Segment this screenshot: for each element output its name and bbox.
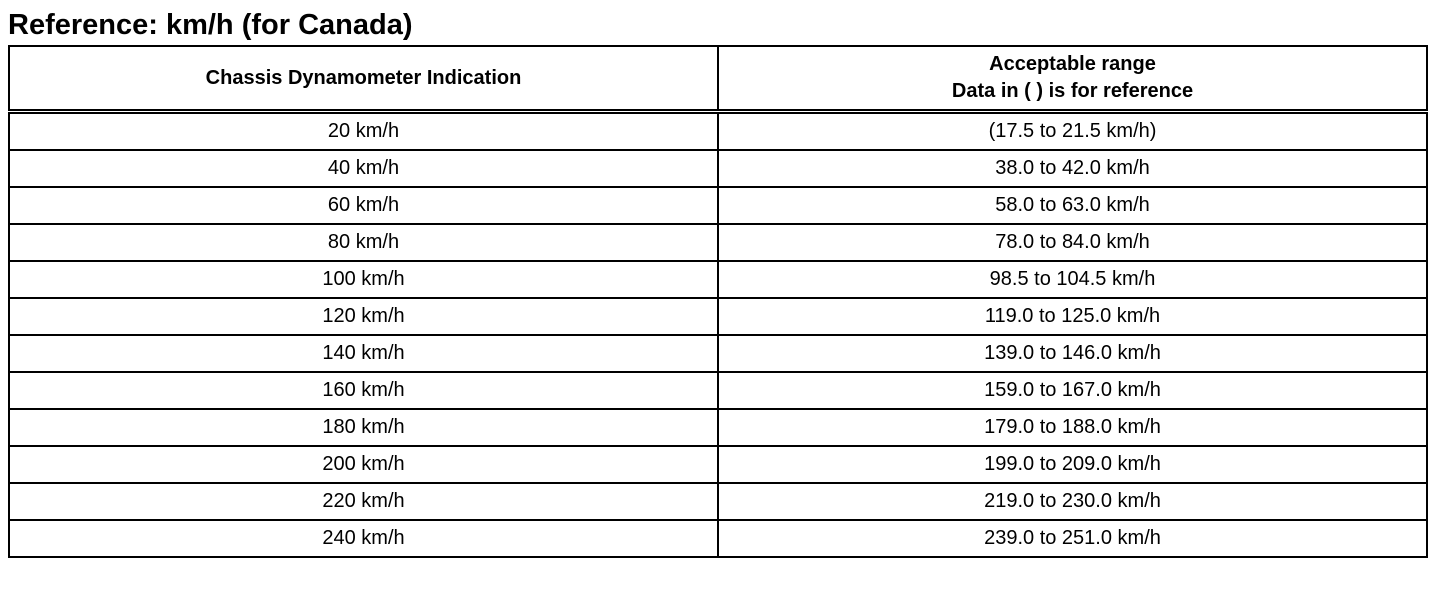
- table-row: [9, 372, 1427, 409]
- table-row: [9, 520, 1427, 557]
- header-dynamometer-indication: Chassis Dynamometer Indication: [9, 46, 718, 112]
- table-row: [9, 112, 1427, 151]
- range-cell: 199.0 to 209.0 km/h: [718, 446, 1427, 483]
- range-cell: 159.0 to 167.0 km/h: [718, 372, 1427, 409]
- indication-cell: 80 km/h: [9, 224, 718, 261]
- indication-cell: 160 km/h: [9, 372, 718, 409]
- range-cell: 78.0 to 84.0 km/h: [718, 224, 1427, 261]
- range-cell: 179.0 to 188.0 km/h: [718, 409, 1427, 446]
- header-acceptable-range-line2: Data in ( ) is for reference: [951, 80, 1194, 102]
- indication-cell: 220 km/h: [9, 483, 718, 520]
- table-row: [9, 483, 1427, 520]
- header-acceptable-range-line1: Acceptable range: [989, 53, 1156, 75]
- indication-cell: 20 km/h: [9, 112, 718, 151]
- indication-cell: 120 km/h: [9, 298, 718, 335]
- range-cell: 38.0 to 42.0 km/h: [718, 150, 1427, 187]
- table-row: [9, 446, 1427, 483]
- header-acceptable-range: [718, 46, 1427, 112]
- table-row: [9, 298, 1427, 335]
- page-title: Reference: km/h (for Canada): [8, 9, 413, 41]
- table-row: [9, 335, 1427, 372]
- range-cell: 219.0 to 230.0 km/h: [718, 483, 1427, 520]
- indication-cell: 40 km/h: [9, 150, 718, 187]
- indication-cell: 200 km/h: [9, 446, 718, 483]
- table-row: [9, 224, 1427, 261]
- range-cell: 58.0 to 63.0 km/h: [718, 187, 1427, 224]
- range-cell: 239.0 to 251.0 km/h: [718, 520, 1427, 557]
- range-cell: 98.5 to 104.5 km/h: [718, 261, 1427, 298]
- indication-cell: 180 km/h: [9, 409, 718, 446]
- indication-cell: 240 km/h: [9, 520, 718, 557]
- table-row: [9, 409, 1427, 446]
- table-row: [9, 261, 1427, 298]
- range-cell: (17.5 to 21.5 km/h): [718, 112, 1427, 151]
- indication-cell: 60 km/h: [9, 187, 718, 224]
- table-body: [9, 112, 1427, 558]
- table-row: [9, 150, 1427, 187]
- speedometer-reference-table: [8, 45, 1428, 558]
- indication-cell: 100 km/h: [9, 261, 718, 298]
- range-cell: 139.0 to 146.0 km/h: [718, 335, 1427, 372]
- indication-cell: 140 km/h: [9, 335, 718, 372]
- range-cell: 119.0 to 125.0 km/h: [718, 298, 1427, 335]
- table-header-row: [9, 46, 1427, 112]
- table-row: [9, 187, 1427, 224]
